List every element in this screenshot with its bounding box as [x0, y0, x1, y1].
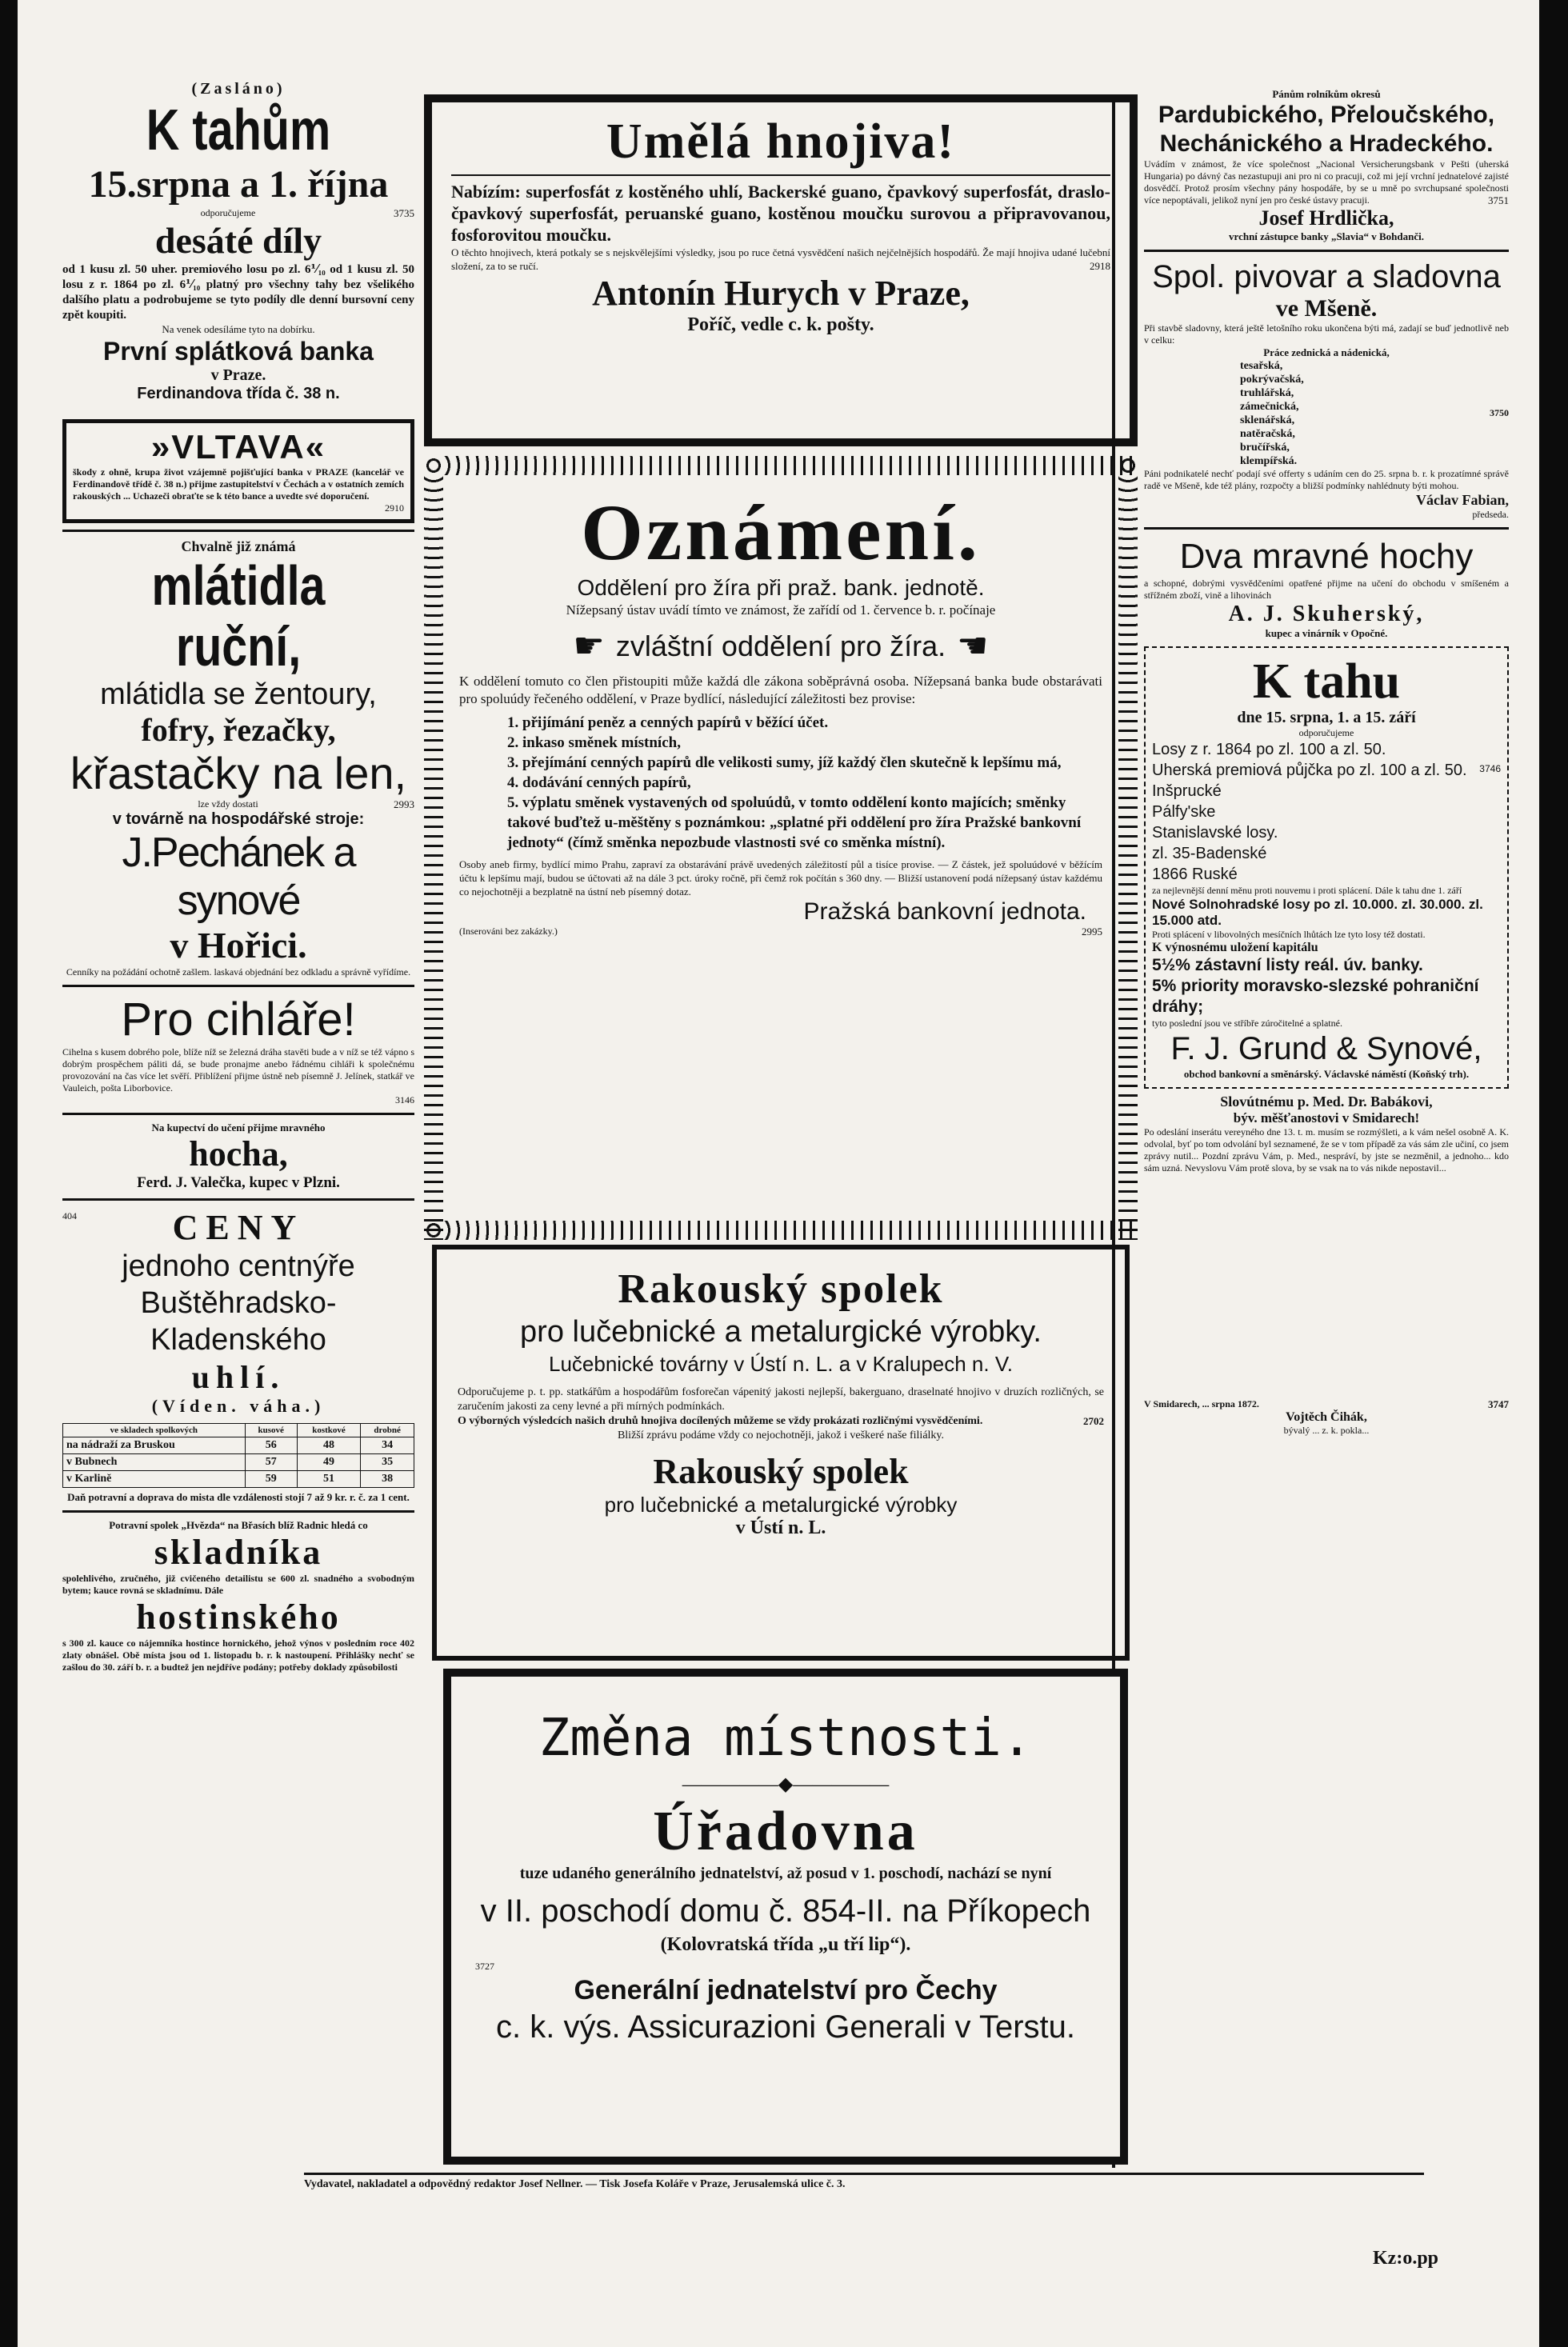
hostinskeho: hostinského	[136, 1597, 341, 1637]
rak-body: Odporučujeme p. t. pp. statkářům a hospodářům fosforečan vápenitý jakosti nejlepší, bakerguano, draselnaté hnojivo v druzích rozličných, se zaručením jakosti za ceny levné a při mírných podmínkách.	[458, 1386, 1104, 1413]
fabian-sub: předseda.	[1472, 509, 1509, 520]
slovut: Slovútnému p. Med. Dr. Babákovi,	[1220, 1094, 1433, 1110]
hochy-body: a schopné, dobrými vysvědčeními opatřené přijme na učení do obchodu v smíšeném a střížném zboží, vině a lihovinách	[1144, 578, 1509, 601]
ur-p5: c. k. výs. Assicurazioni Generali v Terstu.	[496, 2009, 1075, 2045]
zaslano: (Zasláno)	[191, 80, 286, 98]
imprint-bar	[304, 2173, 1424, 2191]
horici: v Hořici.	[170, 925, 307, 966]
losy-body: za nejlevnější denní měnu proti nouvemu i proti splácení. Dále k tahu dne 1. září	[1152, 885, 1462, 896]
ur-p3: (Kolovratská třída „u tří lip“).	[660, 1934, 911, 1955]
table-head: kusové	[245, 1424, 297, 1437]
rak-sign3: v Ústí n. L.	[735, 1517, 826, 1538]
hochy: Dva mravné hochy	[1179, 537, 1474, 576]
uradovna: Úřadovna	[653, 1801, 918, 1862]
page-mark: Kz:o.pp	[1373, 2248, 1439, 2269]
skuhersky: A. J. Skuherský,	[1228, 602, 1425, 626]
ur-p4: Generální jednatelství pro Čechy	[574, 1975, 998, 2005]
pointing-hand-icon: ☛	[573, 626, 605, 666]
cihak-sub: bývalý ... z. k. pokla...	[1283, 1425, 1370, 1436]
hnojiva-title: Umělá hnojiva!	[606, 114, 956, 169]
ur-p2: v II. poschodí domu č. 854-II. na Příkopech	[480, 1893, 1091, 1929]
ur-number: 3727	[475, 1961, 494, 1972]
list-item: bručířská,	[1240, 442, 1290, 454]
vltava-body: škody z ohně, krupa život vzájemně pojišťující banka v PRAZE (kancelář ve Ferdinandově třídě č. 38 n.) přijme zastupitelství v Čechách a v ostatních zemích rakouských ... Uchazeči obraťte se k této bance a uvedte své doporučení.	[73, 466, 404, 502]
right-column	[1144, 88, 1509, 2184]
rak-title: Rakouský spolek	[618, 1266, 944, 1312]
bank-address: Ferdinandova třída č. 38 n.	[137, 385, 340, 402]
centnyre: jednoho centnýře Buštěhradsko-Kladenského	[122, 1249, 355, 1357]
rak-body3: Bližší zprávu podáme vždy co nejochotněji, jakož i veškeré naše filiálky.	[617, 1429, 945, 1441]
table-row: na nádraží za Bruskou 56 48 34	[63, 1437, 414, 1454]
chvalne: Chvalně již známá	[181, 538, 296, 554]
cihlare-body: Cihelna s kusem dobrého pole, blíže níž se železná dráha stavěti bude a v níž se též vápno s dobrým prospěchem páliti dá, se bude pronajme anebo řádnému cihláři k společnému provozování na čas více let svěří. Přiblížení přijme ústně neb písemně J. Jelínek, statkář ve Vauleich, pošta Liborbovice.	[62, 1046, 414, 1094]
slovut-body: Po odeslání inserátu vereyného dne 13. t. m. musím se rozmýšleti, a k vám nešel osobně A. K. odvolal, byť po tom odvolání byl seznamené, že se v tom případě za vás sám zle učiní, co jsem zprávy nutil... Pozdní zprávu Vám, p. Med., nespráví, by jste se nezměnil, a jednoho... kdo sám uzná. Nevyslovu Vám protě slova, by se vsak na to vás nikde nepostavil...	[1144, 1126, 1509, 1174]
rakousky-spolek-ad	[432, 1245, 1130, 1661]
rak-factories: Lučebnické továrny v Ústí n. L. a v Kralupech n. V.	[548, 1352, 1014, 1376]
bank-city: v Praze.	[210, 366, 266, 384]
hrdlicka-sub: vrchní zástupce banky „Slavia“ v Bohdanči.	[1229, 230, 1424, 242]
valecka: Ferd. J. Valečka, kupec v Plzni.	[137, 1174, 340, 1191]
chain-border-bottom	[424, 1221, 1138, 1240]
list-item: sklenářská,	[1240, 414, 1295, 426]
hnojiva-ad	[424, 94, 1138, 446]
list-item: 5. výplatu směnek vystavených od spoluúdů, v tomto oddělení konto majících; směnky takové buďtež u-měštěny s poznámkou: „splatné při oddělení pro žíra Pražské bankovní jednoty“ (čímž směnka nepozbude vlastnosti své co směnka místní).	[507, 794, 1082, 851]
cihlare-title: Pro cihláře!	[121, 994, 356, 1046]
rak-body2: O výborných výsledcích našich druhů hnojiva docílených můžeme se vždy prokázati rozličnými vysvědčeními. 2702	[458, 1415, 1104, 1427]
chain-border-right	[1118, 456, 1138, 1240]
rak-sub: pro lučebnické a metalurgické výrobky.	[520, 1315, 1042, 1349]
krastacky-sub: lze vždy dostati 2993	[198, 798, 414, 810]
cenniky: Cenníky na požádání ochotně zašlem. laskavá objednání bez odkladu a správně vyřídíme.	[66, 966, 411, 978]
desate-dily: desáté díly	[154, 220, 322, 261]
oznameni-p2: Osoby aneb firmy, bydlící mimo Prahu, zapraví za obstarávání právě uvedených záležitostí půl a tisíce provise. — Z částek, jež spoluúdové v běžícím účtu k lepšímu mají, budou se účtovati až na dále 3 pct. úroky ročně, při čemž rok počítán s 360 dny. — Bližší ustanovení podá nížepsaný ústav každému co nejochotněji a bezplatně na ústní neb písemný dotaz.	[459, 858, 1102, 898]
oznameni-intro: Nížepsaný ústav uvádí tímto ve známost, že zařídí od 1. července b. r. počínaje	[566, 602, 996, 618]
oznameni-special-row	[459, 626, 1102, 666]
okresy: Pardubického, Přeloučského, Nechánického a Hradeckého.	[1158, 102, 1495, 157]
zast: 5½% zástavní listy reál. úv. banky.	[1152, 956, 1423, 974]
table-head: kostkové	[297, 1424, 361, 1437]
slovut-sub: býv. měšťanostovi v Smidarech!	[1233, 1110, 1420, 1126]
prace-list: 3750 tesařská, pokrývačská, truhlářská, zámečnická, sklenářská, natěračská, bručířská, klempířská.	[1240, 360, 1509, 467]
tahum-dates: 15.srpna a 1. října	[88, 163, 389, 206]
hnojiva-body: Nabízím: superfosfát z kostěného uhlí, Backerské guano, čpavkový superfosfát, draslo-čpavkový superfosfát, peruanské guano, kostěnou moučku surovou a připravovanou, fosforovitou moučku.	[451, 182, 1110, 245]
chain-border-left	[424, 456, 443, 1240]
spl-head: K výnosnému uložení kapitálu	[1152, 941, 1318, 954]
oznameni-ad	[424, 456, 1138, 1240]
list-item: zámečnická,	[1240, 401, 1299, 413]
mlatidla: mlátidla ruční,	[151, 554, 326, 678]
smidary: V Smidarech, ... srpna 1872. 3747	[1144, 1398, 1509, 1410]
zmena-mistnosti-ad	[443, 1669, 1128, 2165]
tovarna: v továrně na hospodářské stroje:	[112, 810, 365, 828]
cihak: Vojtěch Čihák,	[1286, 1410, 1367, 1424]
vltava-box	[62, 419, 414, 523]
left-column	[62, 80, 414, 2176]
zmena-title: Změna místnosti.	[538, 1709, 1033, 1768]
skuhersky-sub: kupec a vinárník v Opočné.	[1265, 627, 1388, 639]
oznameni-special: zvláštní oddělení pro žíra.	[615, 629, 946, 662]
fabian: Václav Fabian,	[1415, 492, 1509, 508]
table-head: drobné	[361, 1424, 414, 1437]
porici: Poříč, vedle c. k. pošty.	[687, 314, 874, 335]
list-item: 2. inkaso směnek místních,	[507, 734, 681, 751]
list-item: natěračská,	[1240, 428, 1295, 440]
zentoury: mlátidla se žentoury,	[100, 678, 377, 711]
tahu-rec: odporučujeme	[1298, 727, 1354, 738]
prace: Práce zednická a nádenická,	[1263, 346, 1390, 358]
desate-body: od 1 kusu zl. 50 uher. premiového losu po zl. 6⅟₁₀ od 1 kusu zl. 50 losu z r. 1864 po zl. 6⅟₁₀ platný pro všechny tahy bez všelikého dalšího platu a podrobujeme se tyto podíly dle denní bursovní ceny zpět koupiti.	[62, 263, 414, 322]
pivovar-body2: Páni podnikatelé nechť podají své offerty s udáním cen do 25. srpna b. r. k prozatímné správě radě ve Mšeně, kde též plány, rozpočty a bližší podmínky nahlédnuty býti mohou.	[1144, 468, 1509, 491]
panum: Pánům rolníkům okresů	[1272, 88, 1381, 100]
oznameni-sub: Oddělení pro žíra při praž. bank. jednotě.	[577, 575, 985, 600]
pivovar-body: Při stavbě sladovny, která ještě letošního roku ukončena býti má, zadají se buď jednotlivě neb v celku:	[1144, 322, 1509, 346]
vltava-title: »VLTAVA«	[150, 428, 326, 466]
list-item: klempířská.	[1240, 455, 1298, 467]
prior: 5% priority moravsko-slezské pohraniční dráhy;	[1152, 977, 1479, 1016]
table-head: ve skladech spolkových	[63, 1424, 246, 1437]
table-row: v Bubnech 57 49 35	[63, 1454, 414, 1471]
rak-sign2: pro lučebnické a metalurgické výrobky	[604, 1493, 958, 1517]
right-edge-rule	[1539, 0, 1568, 2347]
spl-body: Proti splácení v libovolných mesíčních lhůtách lze tyto losy též dostati.	[1152, 929, 1426, 940]
pivovar: Spol. pivovar a sladovna	[1152, 259, 1501, 294]
ur-p1: tuze udaného generálního jednatelství, až posud v 1. poschodí, nachází se nyní	[519, 1865, 1052, 1882]
recommend: odporučujeme 3735	[200, 207, 414, 219]
hnojiva-note: O těchto hnojivech, která potkaly se s nejskvělejšími výsledky, jsou po ruce četná vysvědčení našich nejčelnějších hospodářů. Že mají hnojiva udané lučební složení, za to se ručí. 2918	[451, 246, 1110, 272]
list-item: pokrývačská,	[1240, 374, 1304, 386]
vltava-number: 2910	[385, 502, 404, 514]
fofry: fofry, řezačky,	[141, 712, 336, 748]
tahum-title: K tahům	[146, 98, 331, 162]
msene: ve Mšeně.	[1275, 295, 1378, 322]
desate-body2: Na venek odesíláme tyto na dobírku.	[162, 323, 315, 335]
cihlare-number: 3146	[395, 1094, 414, 1106]
list-item: Losy z r. 1864 po zl. 100 a zl. 50.	[1152, 741, 1386, 758]
bank-name: První splátková banka	[103, 337, 374, 366]
oznameni-title: Oznámení.	[581, 488, 981, 577]
k-tahu-box	[1144, 646, 1509, 1089]
hrdlicka: Josef Hrdlička,	[1258, 206, 1394, 230]
list-item: Inšprucké	[1152, 782, 1222, 800]
solno: Nové Solnohradské losy po zl. 10.000. zl. 30.000. zl. 15.000 atd.	[1152, 897, 1483, 928]
rak-sign: Rakouský spolek	[653, 1452, 909, 1491]
uhli: uhlí.	[191, 1359, 286, 1395]
ceny-number: 404	[62, 1210, 77, 1221]
left-edge-rule	[0, 0, 18, 2347]
ceny-title: CENY	[172, 1208, 305, 1247]
pointing-hand-icon: ☛	[957, 626, 989, 666]
dan: Daň potravní a doprava do mista dle vzdálenosti stojí 7 až 9 kr. r. č. za 1 cent.	[67, 1491, 410, 1503]
tahu-dates: dne 15. srpna, 1. a 15. září	[1237, 709, 1416, 726]
list-item: zl. 35-Badenské	[1152, 845, 1267, 862]
krastacky: křastačky na len,	[70, 748, 407, 798]
panum-body: Uvádím v známost, že více společnost „Nacional Versicherungsbank v Pešti (uherská Hungaria) po dávný čas nezastupuji ani pro ni co pracuji, což mi její vrchní jednatelové zajisté dosvědčí. Protož prosím všechny pány hospodáře, by se u mně po svrchupsané společnosti více nepoptávali, jelikož nyní jen pro české ústavy pracuji. 3751	[1144, 158, 1509, 206]
pechanek: J.Pechánek a synové	[122, 830, 355, 924]
skladnika: skladníka	[154, 1533, 323, 1572]
losy-list: 3746 Losy z r. 1864 po zl. 100 a zl. 50. Uherská premiová půjčka po zl. 100 a zl. 50. Inšprucké Pálfy'ske Stanislavské losy. zl. 35-Badenské 1866 Ruské	[1152, 741, 1501, 883]
hocha: hocha,	[189, 1134, 288, 1174]
oznameni-items	[459, 713, 1102, 853]
tahu-title: K tahu	[1252, 654, 1401, 709]
oznameni-sign: Pražská bankovní jednota.	[803, 898, 1086, 925]
list-item: tesařská,	[1240, 360, 1283, 372]
coal-price-table	[62, 1423, 414, 1488]
list-item: Pálfy'ske	[1152, 803, 1216, 821]
ornament-divider: —————◆—————	[682, 1774, 890, 1795]
oznameni-p1: K oddělení tomuto co člen přistoupiti může každá dle zákona soběprávná osoba. Nížepsaná banka bude obstarávati pro spoluúdy řečeného oddělení, v Praze bydlící, následující záležitosti bez provise:	[459, 674, 1102, 706]
kupectvi: Na kupectví do učení přijme mravného	[151, 1122, 326, 1134]
list-item: truhlářská,	[1240, 387, 1294, 399]
list-item: Stanislavské losy.	[1152, 824, 1278, 842]
grund: F. J. Grund & Synové,	[1170, 1031, 1482, 1066]
list-item: 1866 Ruské	[1152, 866, 1238, 883]
prior-body: tyto poslední jsou ve stříbře zúročitelné a splatné.	[1152, 1018, 1342, 1029]
skladnika-body: spolehlivého, zručného, již cvičeného detailistu se 600 zl. snadného a svobodným bytem; kauce rovná se skladnímu. Dále	[62, 1573, 414, 1596]
imprint: Vydavatel, nakladatel a odpovědný redaktor Josef Nellner. — Tisk Josefa Koláře v Praze, Jerusalemská ulice č. 3.	[304, 2178, 846, 2190]
hostinskeho-body: s 300 zl. kauce co nájemníka hostince hornického, jehož výnos v posledním roce 402 zlaty obnášel. Obě místa jsou od 1. listopadu b. r. k nastoupení. Přihlášky nechť se zašlou do 30. září b. r. a budtež jen nejdříve podány; potřeby doklady způsobilosti	[62, 1637, 414, 1673]
list-item: 1. přijímání peněz a cenných papírů v běžící účet.	[507, 714, 829, 731]
list-item: Uherská premiová půjčka po zl. 100 a zl. 50.	[1152, 762, 1467, 779]
spolek-hvezda: Potravní spolek „Hvězda“ na Břasích blíž Radnic hledá co	[109, 1519, 368, 1531]
table-row: v Karlině 59 51 38	[63, 1471, 414, 1488]
grund-sub: obchod bankovní a směnárský. Václavské náměstí (Koňský trh).	[1183, 1068, 1470, 1080]
hurych: Antonín Hurych v Praze,	[592, 274, 970, 313]
chain-border-top	[424, 456, 1138, 475]
list-item: 4. dodávání cenných papírů,	[507, 774, 691, 791]
viden: (Víden. váha.)	[151, 1396, 326, 1416]
oznameni-foot: (Inserováni bez zakázky.) 2995	[459, 926, 1102, 938]
ceny-block	[62, 1207, 414, 1248]
list-item: 3. přejímání cenných papírů dle velikosti sumy, jíž každý člen skutečně k lepšímu má,	[507, 754, 1062, 771]
